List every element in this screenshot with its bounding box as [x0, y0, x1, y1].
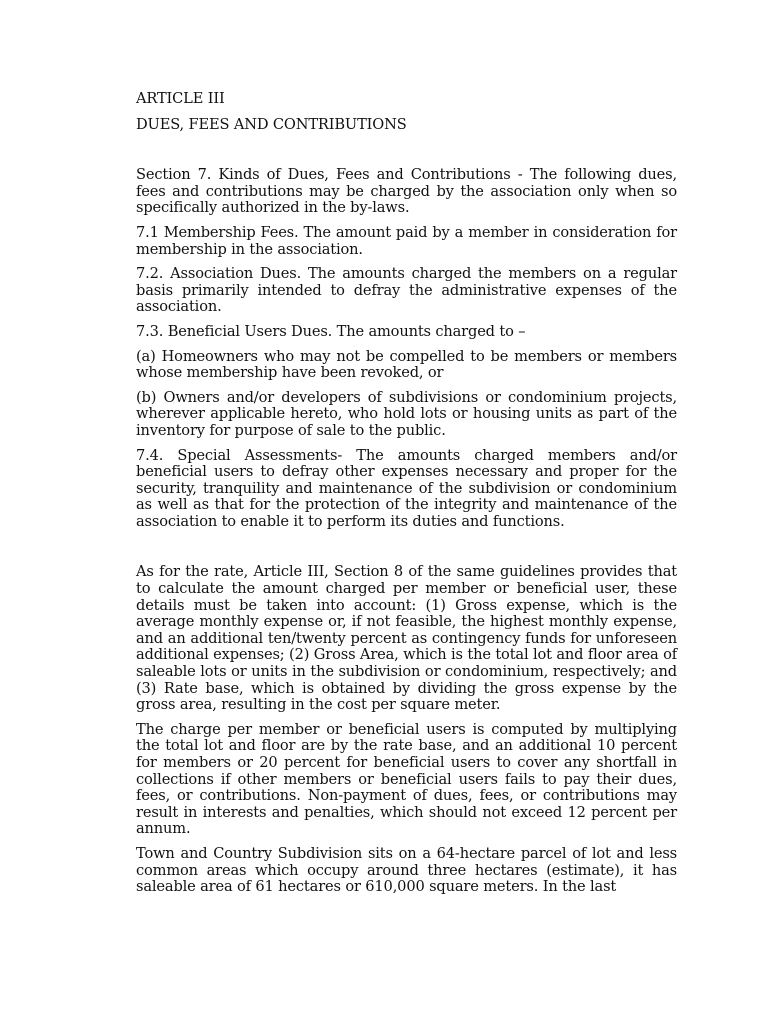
item-7-1-membership-fees: 7.1 Membership Fees. The amount paid by a member in consideration for membership in the association. — [136, 223, 677, 258]
item-a-homeowners: (a) Homeowners who may not be compelled to be members or members whose membership have been revoked, or — [136, 347, 677, 382]
charge-paragraph: The charge per member or beneficial users is computed by multiplying the total lot and floor are by the rate base, and an additional 10 percent for members or 20 percent for beneficial users to cover any shortfall in collections if other members or beneficial users fails to pay their dues, fees, or contributions. Non-payment of dues, fees, or contributions may result in interests and penalties, which should not exceed 12 percent per annum. — [136, 720, 677, 838]
item-7-2-association-dues: 7.2. Association Dues. The amounts charged the members on a regular basis primarily intended to defray the administrative expenses of the association. — [136, 265, 677, 316]
item-7-4-special-assessments: 7.4. Special Assessments- The amounts charged members and/or beneficial users to defray other expenses necessary and proper for the security, tranquility and maintenance of the subdivision or condominium as well as that for the protection of the integrity and maintenance of the association to enable it to perform its duties and functions. — [136, 446, 677, 530]
article-subtitle: DUES, FEES AND CONTRIBUTIONS — [136, 115, 407, 133]
document-page — [136, 91, 677, 904]
article-title: ARTICLE III — [136, 90, 225, 107]
town-country-paragraph: Town and Country Subdivision sits on a 64-hectare parcel of lot and less common areas which occupy around three hectares (estimate), it has saleable area of 61 hectares or 610,000 square meters. In the last — [136, 844, 677, 896]
rate-paragraph: As for the rate, Article III, Section 8 of the same guidelines provides that to calculate the amount charged per member or beneficial user, these details must be taken into account: (1) Gross expense, which is the average monthly expense or, if not feasible, the highest monthly expense, and an additional ten/twenty percent as contingency funds for unforeseen additional expenses; (2) Gross Area, which is the total lot and floor area of saleable lots or units in the subdivision or condominium, respectively; and (3) Rate base, which is obtained by dividing the gross expense by the gross area, resulting in the cost per square meter. — [136, 563, 677, 714]
item-7-3-beneficial-users-dues: 7.3. Beneficial Users Dues. The amounts charged to – — [136, 322, 526, 340]
item-b-owners-developers: (b) Owners and/or developers of subdivisions or condominium projects, wherever applicable hereto, who hold lots or housing units as part of the inventory for purpose of sale to the public. — [136, 388, 677, 439]
section-7-intro: Section 7. Kinds of Dues, Fees and Contributions - The following dues, fees and contributions may be charged by the association only when so specifically authorized in the by-laws. — [136, 166, 677, 217]
